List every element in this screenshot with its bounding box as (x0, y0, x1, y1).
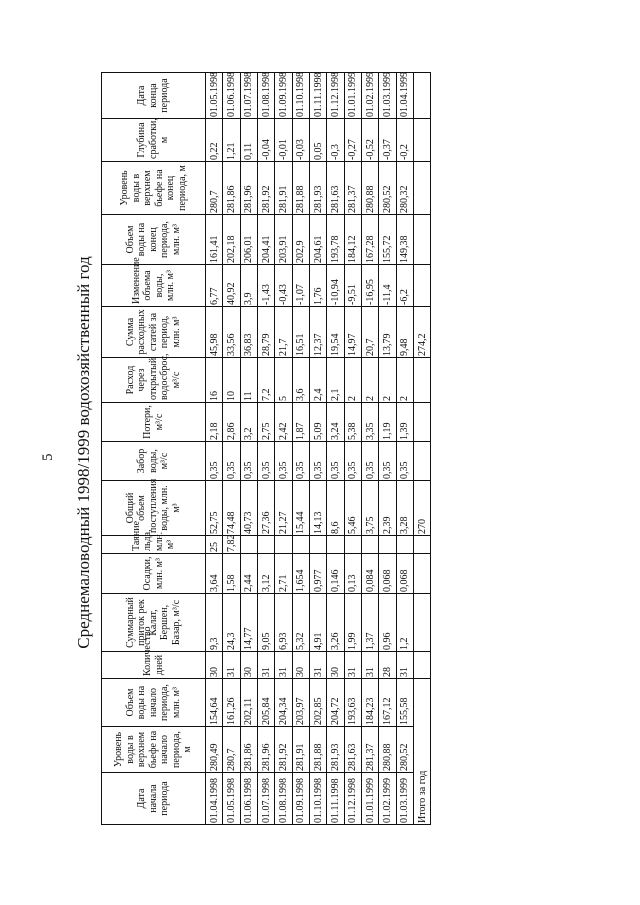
table-cell: 167,28 (361, 215, 378, 265)
total-cell (414, 265, 431, 307)
table-cell: 27,36 (257, 481, 274, 536)
table-cell: 149,38 (396, 215, 413, 265)
table-cell: 52,75 (206, 481, 223, 536)
table-cell: 281,88 (309, 727, 326, 773)
table-cell: 8,6 (327, 481, 344, 536)
table-cell: 0,11 (240, 119, 257, 162)
header-days: Количество дней (102, 652, 206, 679)
table-cell: 281,93 (309, 162, 326, 215)
table-cell: 204,61 (309, 215, 326, 265)
table-row (292, 73, 309, 825)
table-cell: 01.11.1998 (309, 73, 326, 119)
table-cell: 280,49 (206, 727, 223, 773)
table-cell: 281,63 (327, 162, 344, 215)
table-cell: 0,977 (309, 554, 326, 594)
total-label: Итого за год (414, 679, 431, 825)
table-cell: -6,2 (396, 265, 413, 307)
table-cell: 3,75 (361, 481, 378, 536)
table-cell: 31 (344, 652, 361, 679)
table-cell: 01.04.1998 (206, 773, 223, 825)
table-cell: 0,084 (361, 554, 378, 594)
table-cell: 281,86 (240, 727, 257, 773)
table-cell: 5 (275, 358, 292, 403)
table-cell: 202,11 (240, 679, 257, 727)
table-cell: 01.05.1998 (223, 773, 240, 825)
table-cell: 0,35 (344, 442, 361, 481)
table-cell: 28,79 (257, 307, 274, 358)
table-cell: 1,58 (223, 554, 240, 594)
table-cell: -9,51 (344, 265, 361, 307)
total-cell (414, 554, 431, 594)
table-cell: 01.10.1998 (309, 773, 326, 825)
header-water-intake: Забор воды, м³/с (102, 442, 206, 481)
table-cell: 2,42 (275, 403, 292, 442)
table-cell: 204,34 (275, 679, 292, 727)
table-cell: 280,7 (223, 727, 240, 773)
table-cell: 1,39 (396, 403, 413, 442)
table-cell: 1,87 (292, 403, 309, 442)
table-cell: 202,85 (309, 679, 326, 727)
table-cell: 2 (379, 358, 396, 403)
table-cell: 0,35 (206, 442, 223, 481)
table-body (206, 73, 414, 825)
table-cell: 204,41 (257, 215, 274, 265)
table-cell: -1,43 (257, 265, 274, 307)
table-row (257, 73, 274, 825)
table-cell: 19,54 (327, 307, 344, 358)
table-cell: 2,18 (206, 403, 223, 442)
table-cell: 0,35 (240, 442, 257, 481)
table-cell: 1,19 (379, 403, 396, 442)
table-header-row (102, 73, 206, 825)
table-cell: 01.01.1999 (361, 773, 378, 825)
table-cell: 01.07.1998 (240, 73, 257, 119)
table-cell: 9,3 (206, 594, 223, 652)
table-cell: 21,27 (275, 481, 292, 536)
table-cell: 4,91 (309, 594, 326, 652)
table-cell: 281,92 (275, 727, 292, 773)
total-cell (414, 536, 431, 554)
table-cell (309, 536, 326, 554)
table-cell: 193,78 (327, 215, 344, 265)
document-title: Среднемаловодный 1998/1999 водохозяйственный год (74, 256, 93, 649)
header-end-volume: Объем воды на конец периода, млн. м³ (102, 215, 206, 265)
table-cell: 280,52 (396, 727, 413, 773)
table-cell: 30 (240, 652, 257, 679)
table-cell: 2,86 (223, 403, 240, 442)
table-cell (379, 536, 396, 554)
table-cell: -0,2 (396, 119, 413, 162)
table-cell: 1,21 (223, 119, 240, 162)
table-cell: -10,94 (327, 265, 344, 307)
table-cell: 01.05.1998 (206, 73, 223, 119)
total-cell (414, 403, 431, 442)
table-cell: 31 (396, 652, 413, 679)
table-cell: 31 (257, 652, 274, 679)
total-cell (414, 119, 431, 162)
table-cell: 45,98 (206, 307, 223, 358)
table-cell (257, 536, 274, 554)
header-volume-change: Изменение объема воды, млн. м³ (102, 265, 206, 307)
header-drawdown: Глубина сработки, м (102, 119, 206, 162)
table-cell: 206,01 (240, 215, 257, 265)
table-row (361, 73, 378, 825)
table-cell (361, 536, 378, 554)
total-cell (414, 358, 431, 403)
table-cell: 01.11.1998 (327, 773, 344, 825)
table-cell: 0,068 (379, 554, 396, 594)
table-cell: 0,35 (309, 442, 326, 481)
table-cell: 25 (206, 536, 223, 554)
table-cell: 01.01.1999 (344, 73, 361, 119)
table-cell: 30 (292, 652, 309, 679)
table-cell: -0,43 (275, 265, 292, 307)
table-cell: 9,05 (257, 594, 274, 652)
table-cell: 16 (206, 358, 223, 403)
table-cell: 10 (223, 358, 240, 403)
header-end-level: Уровень воды в верхнем бьефе на конец периода, м (102, 162, 206, 215)
table-cell (396, 536, 413, 554)
table-cell: 14,77 (240, 594, 257, 652)
table-cell: 1,2 (396, 594, 413, 652)
table-cell: 01.08.1998 (257, 73, 274, 119)
table-cell: 01.02.1999 (379, 773, 396, 825)
total-cell (414, 594, 431, 652)
header-river-inflow: Суммарный приток рек Калат, Бершен, Базар, м³/с (102, 594, 206, 652)
table-cell: 01.12.1998 (344, 773, 361, 825)
table-cell: 281,91 (275, 162, 292, 215)
table-cell: 1,76 (309, 265, 326, 307)
table-cell: 280,7 (206, 162, 223, 215)
table-cell: 01.02.1999 (361, 73, 378, 119)
table-cell: 184,12 (344, 215, 361, 265)
table-cell: 31 (275, 652, 292, 679)
table-cell: 01.03.1999 (379, 73, 396, 119)
table-row (275, 73, 292, 825)
table-cell: 11 (240, 358, 257, 403)
table-cell: 155,58 (396, 679, 413, 727)
table-cell: 3,26 (327, 594, 344, 652)
table-cell: 0,35 (257, 442, 274, 481)
total-inflow: 270 (414, 481, 431, 536)
header-total-inflow: Общий объем поступления воды, млн. м³ (102, 481, 206, 536)
table-cell: 0,068 (396, 554, 413, 594)
header-ice-melt: Таяние льда, млн. м³ (102, 536, 206, 554)
table-cell: 15,44 (292, 481, 309, 536)
header-outflow-sum: Сумма расходных статей за период, млн. м³ (102, 307, 206, 358)
table-row (379, 73, 396, 825)
table-cell: 2,44 (240, 554, 257, 594)
table-cell: 1,654 (292, 554, 309, 594)
table-cell (292, 536, 309, 554)
table-cell: 40,92 (223, 265, 240, 307)
table-cell: 3,64 (206, 554, 223, 594)
table-cell: 0,35 (292, 442, 309, 481)
table-cell: 281,37 (344, 162, 361, 215)
table-cell: -1,07 (292, 265, 309, 307)
table-cell: 3,2 (240, 403, 257, 442)
table-cell: 01.06.1998 (223, 73, 240, 119)
table-cell: 13,79 (379, 307, 396, 358)
header-losses: Потери, м³/с (102, 403, 206, 442)
table-cell: 0,96 (379, 594, 396, 652)
table-cell: 12,37 (309, 307, 326, 358)
table-cell: 5,46 (344, 481, 361, 536)
table-cell: 281,92 (257, 162, 274, 215)
table-cell: 3,6 (292, 358, 309, 403)
table-cell: 36,83 (240, 307, 257, 358)
table-cell: 01.09.1998 (292, 773, 309, 825)
table-cell: 74,48 (223, 481, 240, 536)
table-cell: 203,97 (292, 679, 309, 727)
table-cell (240, 536, 257, 554)
table-cell: 281,88 (292, 162, 309, 215)
table-row (223, 73, 240, 825)
table-cell: 33,56 (223, 307, 240, 358)
table-row (327, 73, 344, 825)
table-cell: 0,35 (327, 442, 344, 481)
table-cell: 2 (361, 358, 378, 403)
table-cell: -0,04 (257, 119, 274, 162)
table-cell: 2,39 (379, 481, 396, 536)
table-cell: 0,35 (275, 442, 292, 481)
table-cell: 161,41 (206, 215, 223, 265)
table-cell: 20,7 (361, 307, 378, 358)
table-cell: 0,35 (379, 442, 396, 481)
table-cell: 202,9 (292, 215, 309, 265)
table-cell: 280,88 (361, 162, 378, 215)
table-row (309, 73, 326, 825)
table-cell: 14,97 (344, 307, 361, 358)
table-cell: 281,91 (292, 727, 309, 773)
table-cell: 9,48 (396, 307, 413, 358)
table-cell: 202,18 (223, 215, 240, 265)
table-cell: -0,27 (344, 119, 361, 162)
table-cell: 01.03.1999 (396, 773, 413, 825)
table-cell (327, 536, 344, 554)
table-cell: 01.10.1998 (292, 73, 309, 119)
table-cell: -0,03 (292, 119, 309, 162)
total-cell (414, 73, 431, 119)
table-cell: 28 (379, 652, 396, 679)
table-cell: 184,23 (361, 679, 378, 727)
table-cell: 0,05 (309, 119, 326, 162)
table-cell: 1,99 (344, 594, 361, 652)
table-cell: -0,3 (327, 119, 344, 162)
table-cell: 0,35 (223, 442, 240, 481)
table-cell: 193,63 (344, 679, 361, 727)
table-cell: 7,2 (257, 358, 274, 403)
table-cell: 3,12 (257, 554, 274, 594)
table-cell: 2,4 (309, 358, 326, 403)
table-cell: 16,51 (292, 307, 309, 358)
table-cell: 01.04.1999 (396, 73, 413, 119)
table-cell: 281,86 (223, 162, 240, 215)
table-cell: 31 (223, 652, 240, 679)
table-cell (344, 536, 361, 554)
table-cell: 3,24 (327, 403, 344, 442)
table-cell: 5,09 (309, 403, 326, 442)
table-cell: 01.09.1998 (275, 73, 292, 119)
table-cell: 30 (327, 652, 344, 679)
table-cell: 281,63 (344, 727, 361, 773)
table-row (206, 73, 223, 825)
total-cell (414, 652, 431, 679)
total-row (414, 73, 431, 825)
table-cell: 2 (344, 358, 361, 403)
table-cell: 204,72 (327, 679, 344, 727)
table-cell: 31 (361, 652, 378, 679)
table-cell: 2,71 (275, 554, 292, 594)
table-cell: 2,1 (327, 358, 344, 403)
table-cell: 01.12.1998 (327, 73, 344, 119)
header-start-level: Уровень воды в верхнем бьефе на начало периода, м (102, 727, 206, 773)
total-outflow: 274,2 (414, 307, 431, 358)
table-cell: 167,12 (379, 679, 396, 727)
table-cell (275, 536, 292, 554)
table-cell: 280,52 (379, 162, 396, 215)
reservoir-balance-table (101, 72, 431, 825)
table-cell: -0,37 (379, 119, 396, 162)
table-cell: 161,26 (223, 679, 240, 727)
table-cell: 0,35 (396, 442, 413, 481)
table-row (344, 73, 361, 825)
table-cell: 3,28 (396, 481, 413, 536)
table-cell: 2,75 (257, 403, 274, 442)
table-cell: 0,146 (327, 554, 344, 594)
total-cell (414, 442, 431, 481)
table-cell: 3,9 (240, 265, 257, 307)
table-cell: 5,32 (292, 594, 309, 652)
table-cell: -11,4 (379, 265, 396, 307)
table-cell: 281,96 (257, 727, 274, 773)
table-cell: 0,13 (344, 554, 361, 594)
table-cell: 01.07.1998 (257, 773, 274, 825)
header-spillway-flow: Расход через открытый водосброс, м³/с (102, 358, 206, 403)
table-cell: -0,52 (361, 119, 378, 162)
header-end-date: Дата конца периода (102, 73, 206, 119)
table-cell: -0,01 (275, 119, 292, 162)
table-cell: 1,37 (361, 594, 378, 652)
table-cell: 24,3 (223, 594, 240, 652)
table-cell: 7,82 (223, 536, 240, 554)
table-cell: 40,73 (240, 481, 257, 536)
table-cell: 21,7 (275, 307, 292, 358)
table-cell: 155,72 (379, 215, 396, 265)
table-cell: 0,35 (361, 442, 378, 481)
table-cell: 5,38 (344, 403, 361, 442)
header-start-volume: Объем воды на начало периода, млн. м³ (102, 679, 206, 727)
table-cell: 30 (206, 652, 223, 679)
table-cell: 280,88 (379, 727, 396, 773)
table-cell: 203,91 (275, 215, 292, 265)
table-cell: 205,84 (257, 679, 274, 727)
table-cell: 281,96 (240, 162, 257, 215)
table-cell: 280,32 (396, 162, 413, 215)
table-row (396, 73, 413, 825)
header-precipitation: Осадки, млн. м³ (102, 554, 206, 594)
page-number: 5 (40, 453, 56, 461)
table-cell: 281,37 (361, 727, 378, 773)
table-cell: 154,64 (206, 679, 223, 727)
table-cell: 01.06.1998 (240, 773, 257, 825)
table-cell: -16,95 (361, 265, 378, 307)
total-cell (414, 162, 431, 215)
table-cell: 0,22 (206, 119, 223, 162)
table-cell: 6,93 (275, 594, 292, 652)
total-cell (414, 215, 431, 265)
table-cell: 2 (396, 358, 413, 403)
table-row (240, 73, 257, 825)
header-start-date: Дата начала периода (102, 773, 206, 825)
table-cell: 6,77 (206, 265, 223, 307)
table-cell: 31 (309, 652, 326, 679)
table-cell: 14,13 (309, 481, 326, 536)
table-cell: 3,35 (361, 403, 378, 442)
table-cell: 281,93 (327, 727, 344, 773)
table-cell: 01.08.1998 (275, 773, 292, 825)
